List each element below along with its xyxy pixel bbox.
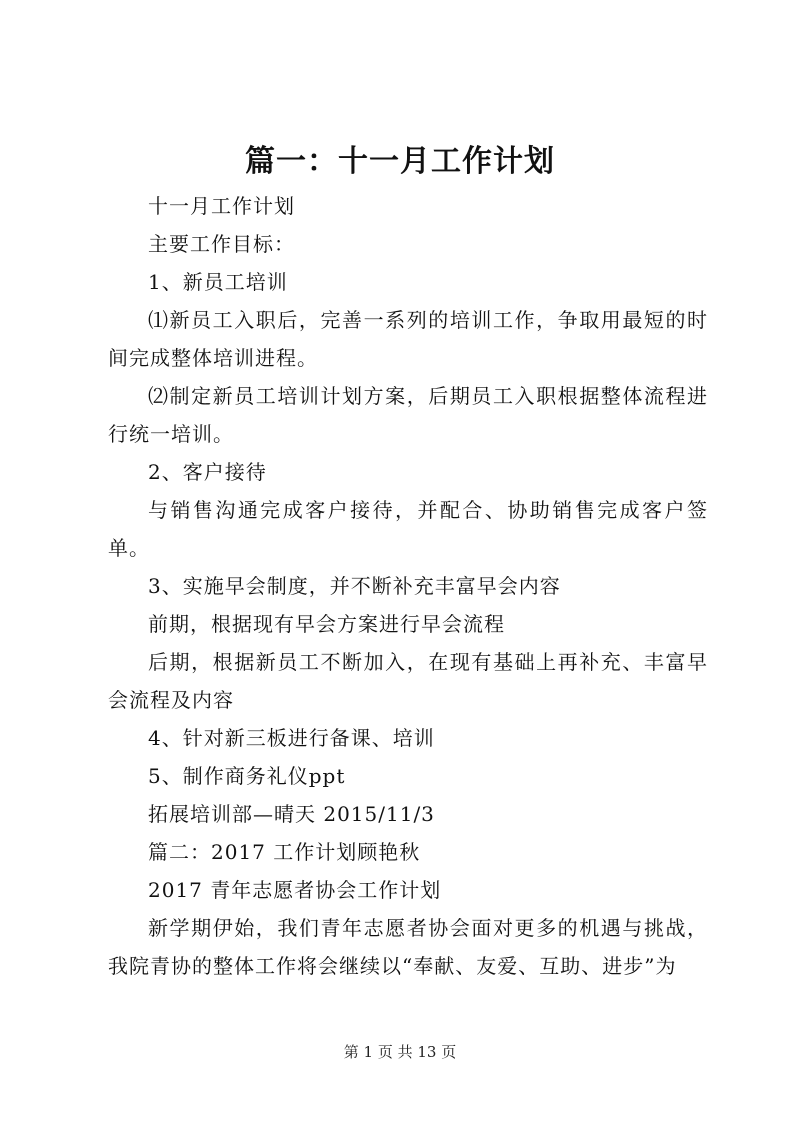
paragraph: 与销售沟通完成客户接待，并配合、协助销售完成客户签单。 [108,498,708,560]
page-title: 篇一：十一月工作计划 [245,144,555,179]
paragraph: 5、制作商务礼仪ppt [148,764,346,788]
document-body [108,187,708,985]
paragraph: 十一月工作计划 [148,194,295,218]
paragraph: 主要工作目标： [148,232,295,256]
paragraph: 新学期伊始，我们青年志愿者协会面对更多的机遇与挑战，我院青协的整体工作将会继续以“奉献、友爱、互助、进步”为 [108,916,708,978]
page-footer: 第 1 页 共 13 页 [343,1043,457,1061]
paragraph: 3、实施早会制度，并不断补充丰富早会内容 [148,574,561,598]
paragraph: ⑴新员工入职后，完善一系列的培训工作，争取用最短的时间完成整体培训进程。 [108,308,708,370]
paragraph: 拓展培训部—晴天 2015/11/3 [148,802,435,826]
paragraph: 4、针对新三板进行备课、培训 [148,726,435,750]
paragraph: 2017 青年志愿者协会工作计划 [148,878,442,902]
paragraph: 后期，根据新员工不断加入，在现有基础上再补充、丰富早会流程及内容 [108,650,708,712]
paragraph: 前期，根据现有早会方案进行早会流程 [148,612,505,636]
paragraph: 1、新员工培训 [148,270,288,294]
paragraph: ⑵制定新员工培训计划方案，后期员工入职根据整体流程进行统一培训。 [108,384,708,446]
paragraph: 2、客户接待 [148,460,267,484]
paragraph: 篇二：2017 工作计划顾艳秋 [148,840,421,864]
